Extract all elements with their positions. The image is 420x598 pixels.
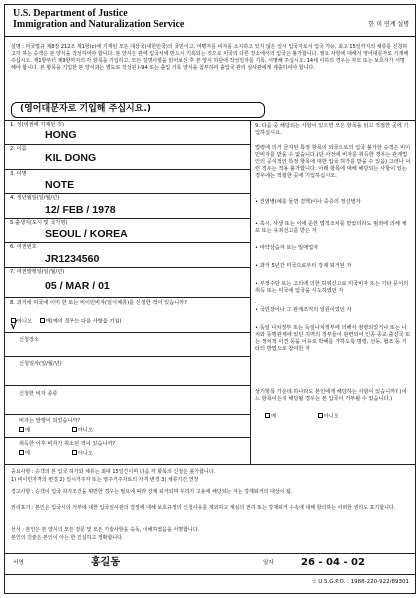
q8-no-label: 아니오 [17, 318, 33, 325]
field-surname [5, 121, 251, 145]
signature-value[interactable]: 홍길동 [91, 557, 120, 568]
divider [5, 385, 251, 386]
q8-options [11, 318, 122, 325]
q9-item-deported: • 과거 5년간 미국으로부터 강제 퇴거된 자 [255, 263, 352, 269]
given-name-value[interactable]: KIL DONG [45, 152, 97, 164]
form-header [5, 5, 415, 37]
visa-issued-yes-checkbox[interactable] [19, 427, 24, 432]
surname-value[interactable]: HONG [45, 129, 77, 141]
q9-explanation: 법령에 의거 금지된 특정 항목의 외국으로의 입국 불가한 승객은 비이민비자를 받을 수 없습니다.(단 사전에 비자를 취득한 경우는 관계법인의 공식적인 특정 항목에 대한 입국 허가를 받을 수 있음) 그러나 이런 경우는 적용 불가합니다. 아래 항목에 대해 해당되는 사항이 있는 경우에는 적절한 곳에 기입하십시오. [255, 145, 411, 180]
divider [5, 356, 251, 357]
apply-date-label: 신청일자(일/월/년) [19, 361, 62, 367]
visa-issued-options [19, 427, 93, 434]
oath-note: 선서 : 본인은 본 양식의 모든 질문 및 모든 기술사항을 숙독, 이해하였음을 서명합니다. [11, 527, 200, 533]
q9-item-fraud: • 부정수단 또는 고의에 의한 허위신고로 미국비자 또는 기타 문서의 취득 또는 미국에 입국을 시도하였던 자 [255, 281, 409, 295]
q8-yes-label: 예(예의 경우는 다음 사항을 기입) [45, 318, 122, 325]
field-passport-number [5, 243, 251, 268]
date-value[interactable]: 26 - 04 - 02 [301, 557, 365, 568]
q9-item-persecution: • 독일 나치정부 또는 독일나치정부에 의해서 점령되었거나 또는 나치와 동맹관계에 있던 지역의 정부들이 관련되어 인종·종교·출신국 또는 정치적 이견 등을 이유로 박해를 가하도록 명령, 선동, 협조 등 기타의 방법으로 참여한 자 [255, 325, 411, 353]
alias-value[interactable]: NOTE [45, 179, 75, 191]
given-name-label: 2. 이름 [10, 146, 27, 152]
q9-options [265, 413, 339, 420]
oath-note-2: 본인의 진술은 본인이 아는 한 진실하고 정확합니다. [11, 535, 124, 541]
divider [5, 332, 251, 333]
warning-note: 경고사항 : 승객이 입국 허가조건을 위반한 경우는 필요에 따라 강제 퇴거되며 우리가 고용에 해당되는 자는 강제퇴거의 대상이 됨. [11, 489, 293, 495]
apply-place-label: 신청장소 [19, 337, 40, 343]
q9-item-organization: • 국민장이나 그 관계조직의 일원이었던 자 [255, 307, 352, 313]
agency-title: U.S. Department of Justice [13, 8, 128, 19]
visa-waiver-form [4, 4, 416, 594]
q9-no-label: 아니오 [323, 413, 339, 420]
q9-yes-label: 예 [271, 413, 277, 420]
passport-number-value[interactable]: JR1234560 [45, 253, 100, 265]
birthplace-label: 5.출생지(도시 및 국가명) [10, 220, 68, 226]
field-given-name [5, 145, 251, 170]
passport-issue-date-label: 7. 여권발행일(일/월/년) [10, 269, 65, 275]
q9-item-crime: • 혹시, 사생 또는 이에 준한 법적조치를 받았더라도 범죄에 의해 체포 또는 유죄선고를 받은 자 [255, 221, 407, 235]
visa-issued-no-checkbox[interactable] [72, 427, 77, 432]
surname-label: 1. 성(여권에 기재된 것) [10, 122, 65, 128]
question-8 [5, 298, 251, 465]
q9-yes-checkbox[interactable] [265, 413, 270, 418]
q8-yes-checkbox[interactable] [40, 318, 45, 323]
applicant-fields [5, 120, 251, 464]
service-title: Immigration and Naturalization Service [13, 19, 185, 30]
q9-closing-question: 상기항목 가운데 하나라도 본인에게 해당하는 사항이 있습니까? (어느 항목이든지 해당될 경우는 본 입국이 거부될 수 있습니다.) [255, 389, 407, 403]
visa-cancel-no-checkbox[interactable] [72, 450, 77, 455]
alias-label: 3. 이명 [10, 171, 27, 177]
field-passport-issue-date [5, 268, 251, 298]
important-note-items: 1) 비이민자격의 변경 2) 일시거주자 또는 영주거주자로의 자격 변경 3) 체류기간 연장 [11, 477, 199, 483]
q9-label: 9. 다음 중 해당되는 사항이 있으면 모든 항목을 읽고 적절한 곳에 기입하십시요. [255, 123, 409, 137]
signature-label: 서명 [13, 560, 24, 566]
field-alias [5, 170, 251, 194]
waiver-note: 권리포기 : 본인은 입국시의 거부에 대한 입국심사관의 결정에 대해 보호규정의 신청사유를 제외하고 재심의 권리 또는 강제퇴거 수속에 대해 항의하는 어떠한 권리도 포기합니다. [11, 505, 396, 511]
visa-issued-no-label: 아니오 [77, 427, 93, 434]
important-note: 중요사항 : 승객의 본 입국 허가와 체류는 최대 15일간이며 다음 각 항목의 신청은 불가합니다. [11, 469, 216, 475]
passport-number-label: 6. 여권번호 [10, 244, 37, 250]
visa-cancel-yes-label: 예 [25, 450, 31, 457]
visa-type-label: 신청한 비자 종류 [19, 391, 58, 397]
divider [5, 437, 251, 438]
q9-no-checkbox[interactable] [318, 413, 323, 418]
birth-date-value[interactable]: 12/ FEB / 1978 [45, 204, 116, 216]
uppercase-instruction-banner: (영어대문자로 기입해 주십시요.) [11, 102, 265, 118]
date-label: 일자 [263, 560, 274, 566]
visa-issued-yes-label: 예 [25, 427, 31, 434]
gpo-print-code: ☆ U.S.G.P.O. : 1988-220-922/89301 [311, 579, 409, 585]
visa-cancel-options [19, 450, 93, 457]
intro-text: 설명 : 미국법규 제8장 212조 제1항(c)에 기재된 모든 대상국(대한민국)의 국민이고, 여행자를 비자를 소지하고 있지 않은 일시 입국자로서 입국 가능, 최고 15일까지의 체류를 신청하고자 하는 승객은 본 양식을 작성하여야 합니다. 본 양식은 관에 입국서에 반드시 기록되는 것으로 미국의 다른 장소에서의 입국은 불가합니다. 필요 사항에 대해서 영어대문자로 기재해 주십시오. 제1항부터 제9항까지의 각 항목을 기입하고, 모든 설명사항을 읽어보신 후 본 양식 하단에 작성일자를 기록, 서명해 주십시오. 14세 이하의 경우는 부모 또는 보호자가 서명해야 합니다. 본 항목을 기입한 본 양식과는 별도로 작성된 I-94 또는 출입 기록 양식을 첨부하여 출입국 관리 심사관에게 제출하여야 합니다. [11, 44, 409, 71]
visa-cancel-no-label: 아니오 [77, 450, 93, 457]
divider [5, 414, 251, 415]
birth-date-label: 4. 생년월일(일/월/년) [10, 195, 60, 201]
form-footer [5, 464, 415, 541]
signature-row [5, 553, 415, 575]
passport-issue-date-value[interactable]: 05 / MAR / 01 [45, 280, 110, 292]
visa-cancel-yes-checkbox[interactable] [19, 450, 24, 455]
field-birth-date [5, 194, 251, 219]
q9-item-drugs: • 마약상습자 또는 밀매업자 [255, 245, 319, 251]
field-birthplace [5, 219, 251, 243]
visa-cancel-question: 취득한 이후 비자가 취소된 적이 있습니까? [19, 441, 116, 447]
question-9 [251, 120, 415, 464]
check-mark-icon: √ [10, 319, 18, 332]
q8-label: 8. 과거에 미국에 이미 한 또는 비이민비자(일시체류)를 신청한 적이 있습니까? [10, 300, 187, 306]
visa-issued-question: 비자는 발행이 되었습니까? [19, 418, 81, 424]
birthplace-value[interactable]: SEOUL / KOREA [45, 228, 128, 240]
q9-item-disease: • 전염병(예를 들면 결핵)이나 중증의 정신병자 [255, 199, 361, 205]
form-type-label: 한 미 연계 설명 [368, 21, 409, 28]
